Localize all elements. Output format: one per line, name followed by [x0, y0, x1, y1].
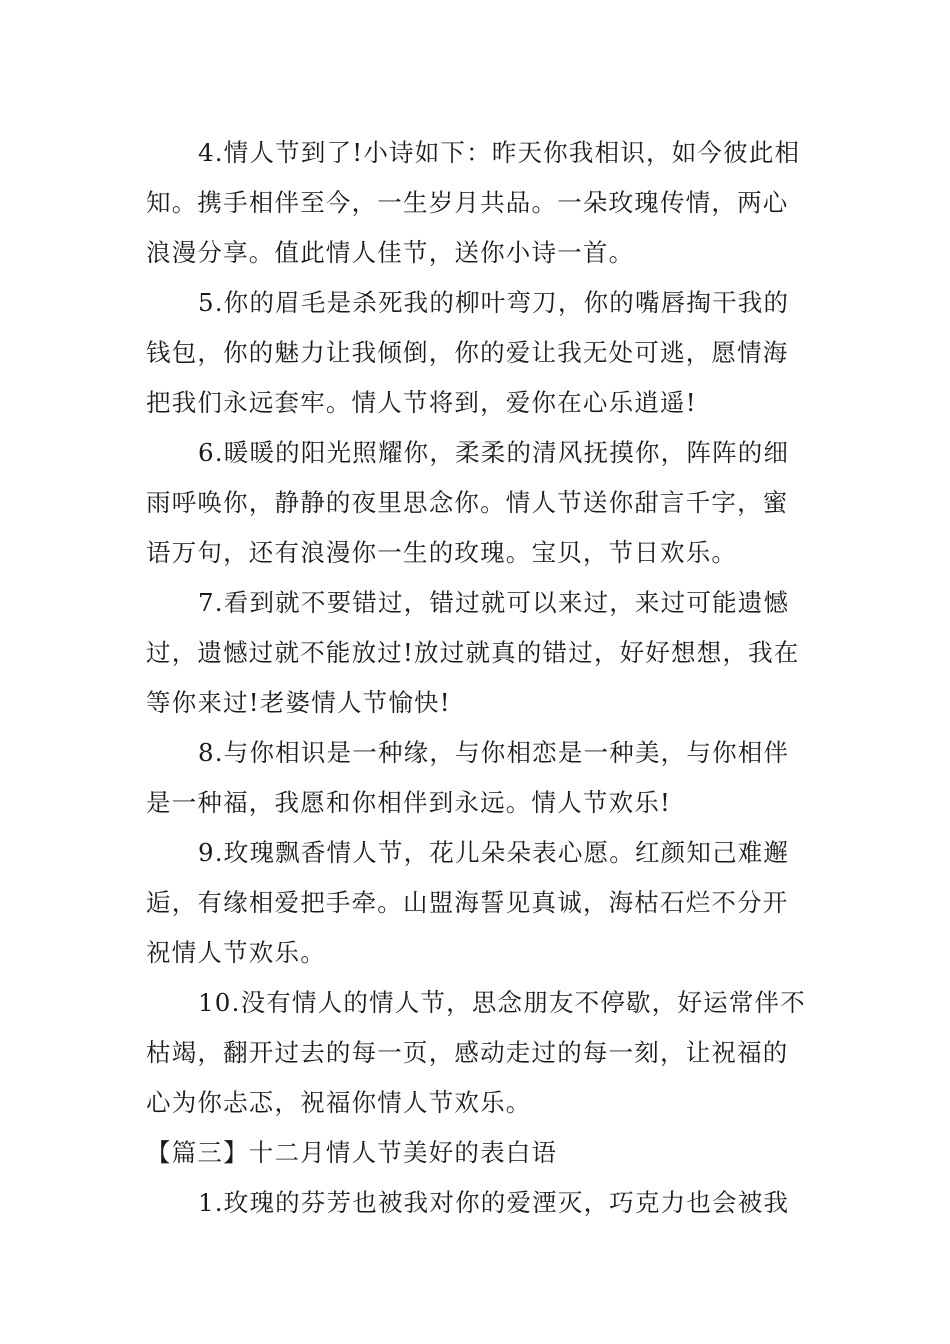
text-line: 4.情人节到了!小诗如下：昨天你我相识，如今彼此相 [198, 138, 801, 167]
paragraph-4 [146, 128, 806, 278]
text-line: 枯竭，翻开过去的每一页，感动走过的每一刻，让祝福的 [146, 1038, 789, 1067]
paragraph-8 [146, 728, 806, 828]
text-line: 浪漫分享。值此情人佳节，送你小诗一首。 [146, 238, 635, 267]
text-line: 等你来过!老婆情人节愉快! [146, 688, 451, 717]
text-line: 知。携手相伴至今，一生岁月共品。一朵玫瑰传情，两心 [146, 188, 789, 217]
text-line: 7.看到就不要错过，错过就可以来过，来过可能遗憾 [198, 588, 790, 617]
text-line: 9.玫瑰飘香情人节，花儿朵朵表心愿。红颜知己难邂 [198, 838, 790, 867]
paragraph-10 [146, 978, 806, 1128]
text-line: 把我们永远套牢。情人节将到，爱你在心乐逍遥! [146, 388, 697, 417]
text-line: 祝情人节欢乐。 [146, 938, 326, 967]
text-line: 1.玫瑰的芬芳也被我对你的爱湮灭，巧克力也会被我 [198, 1188, 790, 1217]
text-line: 雨呼唤你，静静的夜里思念你。情人节送你甜言千字，蜜 [146, 488, 789, 517]
paragraph-9 [146, 828, 806, 978]
text-line: 钱包，你的魅力让我倾倒，你的爱让我无处可逃，愿情海 [146, 338, 789, 367]
text-line: 逅，有缘相爱把手牵。山盟海誓见真诚，海枯石烂不分开 [146, 888, 789, 917]
text-line: 6.暖暖的阳光照耀你，柔柔的清风抚摸你，阵阵的细 [198, 438, 790, 467]
text-line: 5.你的眉毛是杀死我的柳叶弯刀，你的嘴唇掏干我的 [198, 288, 790, 317]
text-line: 8.与你相识是一种缘，与你相恋是一种美，与你相伴 [198, 738, 790, 767]
paragraph-1-section-3 [146, 1178, 806, 1228]
paragraph-6 [146, 428, 806, 578]
section-heading: 【篇三】十二月情人节美好的表白语 [146, 1138, 558, 1167]
text-line: 过，遗憾过就不能放过!放过就真的错过，好好想想，我在 [146, 638, 800, 667]
paragraph-5 [146, 278, 806, 428]
text-line: 是一种福，我愿和你相伴到永远。情人节欢乐! [146, 788, 672, 817]
document-body [146, 128, 806, 1228]
paragraph-7 [146, 578, 806, 728]
text-line: 语万句，还有浪漫你一生的玫瑰。宝贝，节日欢乐。 [146, 538, 738, 567]
section-heading-block [146, 1128, 806, 1178]
text-line: 心为你忐忑，祝福你情人节欢乐。 [146, 1088, 532, 1117]
text-line: 10.没有情人的情人节，思念朋友不停歇，好运常伴不 [198, 988, 806, 1017]
